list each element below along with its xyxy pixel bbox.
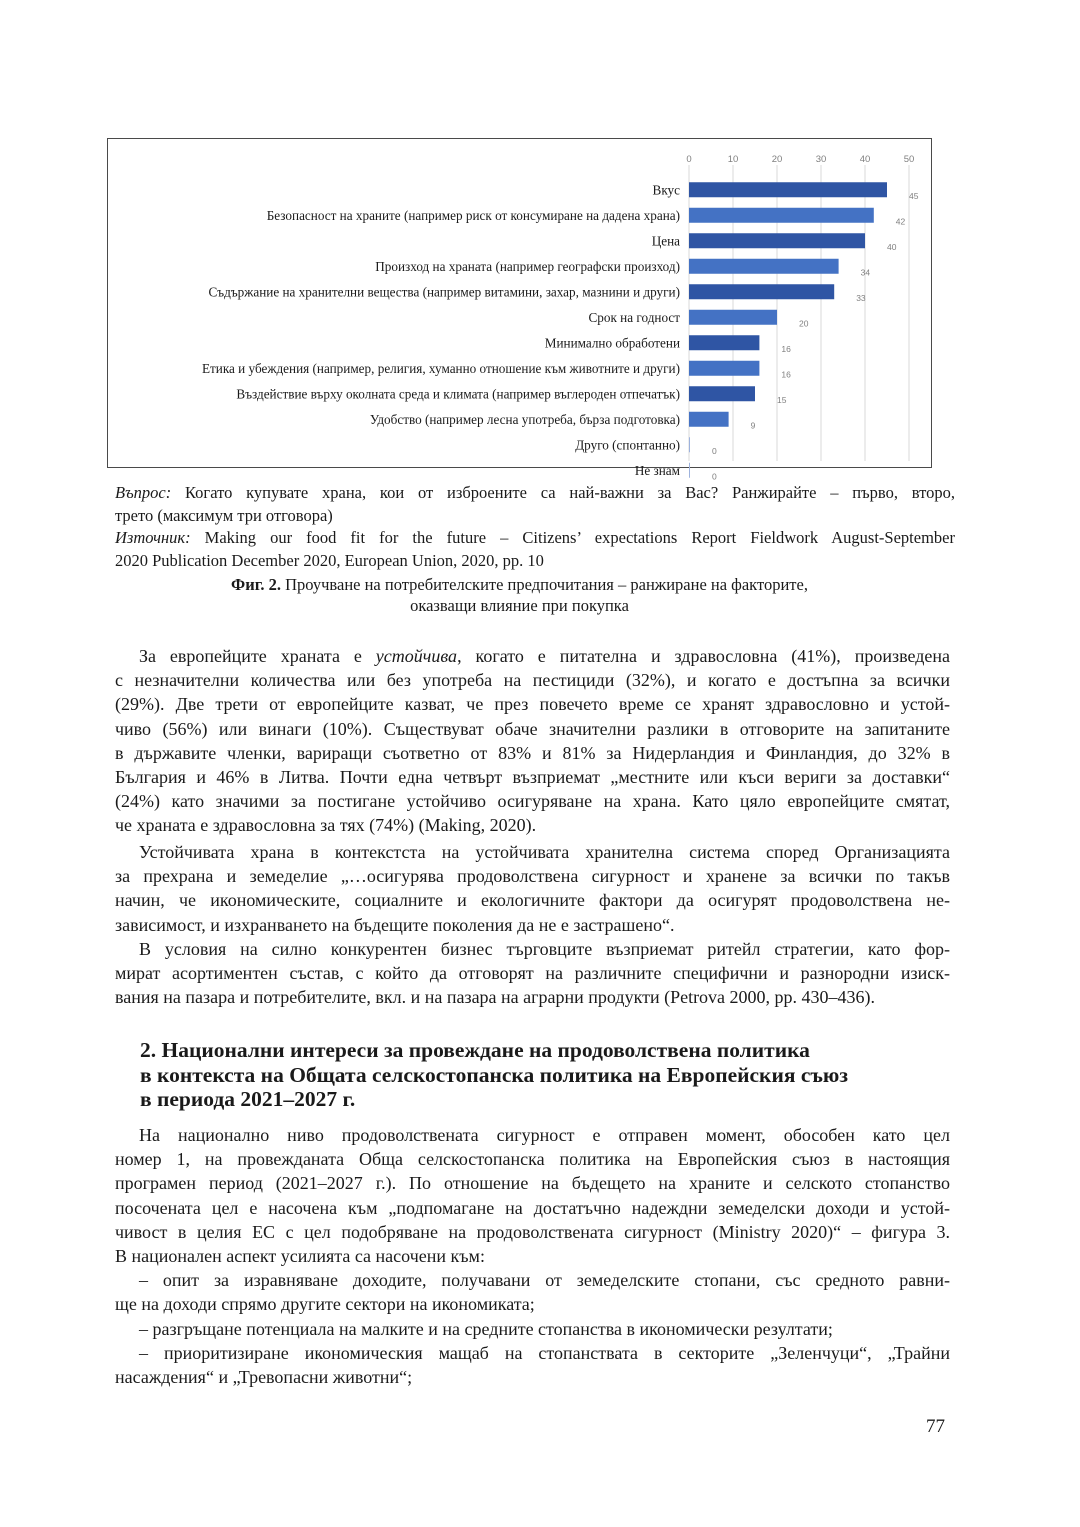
x-tick-label: 40	[859, 154, 871, 165]
bullet-1-text: – опит за изравняване доходите, получавани от земеделските стопани, със средното равни-	[139, 1270, 950, 1291]
page-number: 77	[926, 1416, 945, 1437]
category-label: Срок на годност	[588, 309, 680, 325]
section-heading	[140, 1038, 960, 1112]
p1-line-8: че храната е здравословна за тях (74%) (Making, 2020).	[115, 815, 537, 836]
source-text-2: 2020 Publication December 2020, European Union, 2020, pp. 10	[115, 551, 544, 570]
bar	[689, 208, 874, 223]
bullet-3-text: – приоритизиране икономическия мащаб на стопанствата в секторите „Зеленчуци“, „Трайни	[139, 1342, 950, 1363]
data-label: 20	[799, 318, 809, 329]
bar-chart	[108, 139, 933, 482]
p4-line-6: В национален аспект усилията са насочени към:	[115, 1246, 485, 1267]
heading-line-1: 2. Национални интереси за провеждане на продоволствена политика	[140, 1038, 810, 1062]
data-label: 0	[712, 445, 717, 456]
category-label: Въздействие върху околната среда и климата (например въглероден отпечатък)	[236, 386, 680, 402]
bar	[689, 335, 759, 350]
figure-title-2: оказващи влияние при покупка	[410, 596, 629, 615]
category-label: Друго (спонтанно)	[575, 437, 680, 453]
bullet-3-line-2: насаждения“ и „Тревопасни животни“;	[115, 1367, 413, 1388]
p4-line-2: номер 1, на провежданата Обща селскостопанска политика на Европейския съюз в настоящия	[115, 1149, 950, 1170]
p1-line-6: България и 46% в Литва. Почти една четвърт възприемат „местните или къси вериги за доставки“	[115, 767, 950, 788]
bullet-1-line-1	[115, 1268, 950, 1292]
caption-question	[115, 481, 955, 527]
source-label: Източник:	[115, 528, 191, 547]
category-label: Минимално обработени	[544, 335, 680, 351]
bar	[689, 412, 729, 427]
x-tick-label: 10	[727, 154, 739, 165]
data-label: 16	[781, 369, 791, 380]
paragraph-4	[115, 1123, 950, 1389]
data-label: 45	[909, 190, 919, 201]
p1-line-5: в държавите членки, вариращи съответно от 83% и 81% за Нидерландия и Финландия, до 32% в	[115, 742, 950, 763]
heading-line-2: в контекста на Общата селскостопанска политика на Европейския съюз	[140, 1062, 848, 1087]
p2-line-2: за прехрана и земеделие „…осигурява продоволствена сигурност и хранене за всички по такъв	[115, 866, 950, 887]
p4-line-3: програмен период (2021–2027 г.). По отношение на бъдещето на храните и селското стопанство	[115, 1173, 950, 1194]
category-label: Не знам	[634, 462, 680, 478]
p3-line-2: мират асортиментен състав, с който да отговорят на различните специфични и разнородни изиск-	[115, 963, 950, 984]
p3-line-3: вания на пазара и потребителите, вкл. и на пазара на аграрни продукти (Petrova 2000, pp. 430–436).	[115, 987, 876, 1008]
p2-text: Устойчивата храна в контекстста на устойчивата хранителна система според Организацията	[139, 842, 950, 862]
bar	[689, 361, 759, 376]
p1-line-7: (24%) като значими за постигане устойчиво осигуряване на храна. Като цяло европейците смятат,	[115, 791, 950, 812]
heading-line-3: в периода 2021–2027 г.	[140, 1087, 356, 1111]
p1-line-3: (29%). Две трети от европейците казват, че през повечето време се хранят здравословно и устой-	[115, 694, 950, 715]
bar	[689, 182, 887, 197]
category-label: Цена	[651, 233, 680, 249]
bar	[689, 310, 777, 325]
paragraph-1	[115, 644, 950, 838]
x-tick-label: 0	[686, 154, 692, 165]
data-label: 9	[750, 420, 756, 431]
category-label: Етика и убеждения (например, религия, хуманно отношение към животните и други)	[201, 360, 680, 376]
bar	[689, 463, 690, 478]
p1-emphasis: устойчива	[375, 646, 458, 666]
bar	[689, 437, 690, 452]
p3-text: В условия на силно конкурентен бизнес търговците възприемат ритейл стратегии, като фор-	[139, 939, 950, 959]
data-label: 34	[860, 267, 871, 278]
x-tick-label: 20	[771, 154, 783, 165]
bar	[689, 233, 865, 248]
data-label: 15	[777, 394, 787, 405]
question-label: Въпрос:	[115, 483, 172, 502]
paragraph-3	[115, 937, 950, 1010]
data-label: 40	[887, 241, 897, 252]
x-tick-label: 50	[903, 154, 915, 165]
figure-label: Фиг. 2.	[231, 575, 281, 594]
source-text-1: Making our food fit for the future – Citizens’ expectations Report Fieldwork August-September	[190, 528, 955, 547]
bar	[689, 386, 755, 401]
p1-text-a: За европейците храната е	[139, 646, 376, 666]
p4-line-4: посочената цел е насочена към „подпомагане на достатъчно надеждни земеделски доходи и устой-	[115, 1197, 950, 1218]
p2-line-4: зависимост, и изхранването на бъдещите поколения да не е застрашено“.	[115, 914, 675, 935]
figure-caption	[107, 574, 932, 616]
category-label: Съдържание на хранителни вещества (например витамини, захар, мазнини и други)	[208, 284, 680, 300]
p4-line-5: чивост в целия ЕС с цел подобряване на продоволствената сигурност (Ministry 2020)“ – фигура 3.	[115, 1221, 950, 1242]
data-label: 42	[895, 216, 906, 227]
p3-line-1	[115, 937, 950, 961]
p4-line-1	[115, 1123, 950, 1147]
category-label: Безопасност на храните (например риск от консумиране на дадена храна)	[266, 207, 680, 223]
bar	[689, 259, 839, 274]
caption-source	[115, 526, 955, 572]
chart-frame	[107, 138, 932, 482]
bullet-3-line-1	[115, 1341, 950, 1365]
p1-text-b: , когато е питателна и здравословна (41%), произведена	[457, 646, 950, 666]
category-label: Удобство (например лесна употреба, бърза подготовка)	[369, 411, 680, 427]
p2-line-3: начин, че икономическите, социалните и екологичните фактори да осигурят продоволствена не-	[115, 890, 950, 911]
bullet-1-line-2: ще на доходи спрямо другите сектори на икономиката;	[115, 1294, 535, 1315]
data-label: 0	[712, 471, 717, 482]
paragraph-2	[115, 840, 950, 937]
question-text-2: трето (максимум три отговора)	[115, 506, 333, 525]
p1-line-4: чиво (56%) или винаги (10%). Съществуват обаче значителни разлики в отговорите на запитаните	[115, 718, 950, 739]
figure-title-1: Проучване на потребителските предпочитания – ранжиране на факторите,	[280, 575, 808, 594]
p4-text: На национално ниво продоволствената сигурност е отправен момент, обособен като цел	[139, 1125, 950, 1145]
category-label: Вкус	[652, 182, 680, 198]
p1-line-2: с незначителни количества или без употреба на пестициди (32%), и когато е достъпна за всички	[115, 670, 950, 691]
x-tick-label: 30	[815, 154, 827, 165]
category-label: Произход на храната (например географски произход)	[375, 258, 680, 274]
data-label: 33	[856, 292, 866, 303]
bullet-2-text: – разгръщане потенциала на малките и на средните стопанства в икономически резултати;	[139, 1318, 833, 1339]
bar	[689, 284, 834, 299]
data-label: 16	[781, 343, 791, 354]
p1-line-1	[115, 644, 950, 668]
question-text-1: Когато купувате храна, кои от изброените са най-важни за Вас? Ранжирайте – първо, второ,	[171, 483, 955, 502]
p2-line-1	[115, 840, 950, 864]
bullet-2-line-1	[115, 1317, 950, 1341]
